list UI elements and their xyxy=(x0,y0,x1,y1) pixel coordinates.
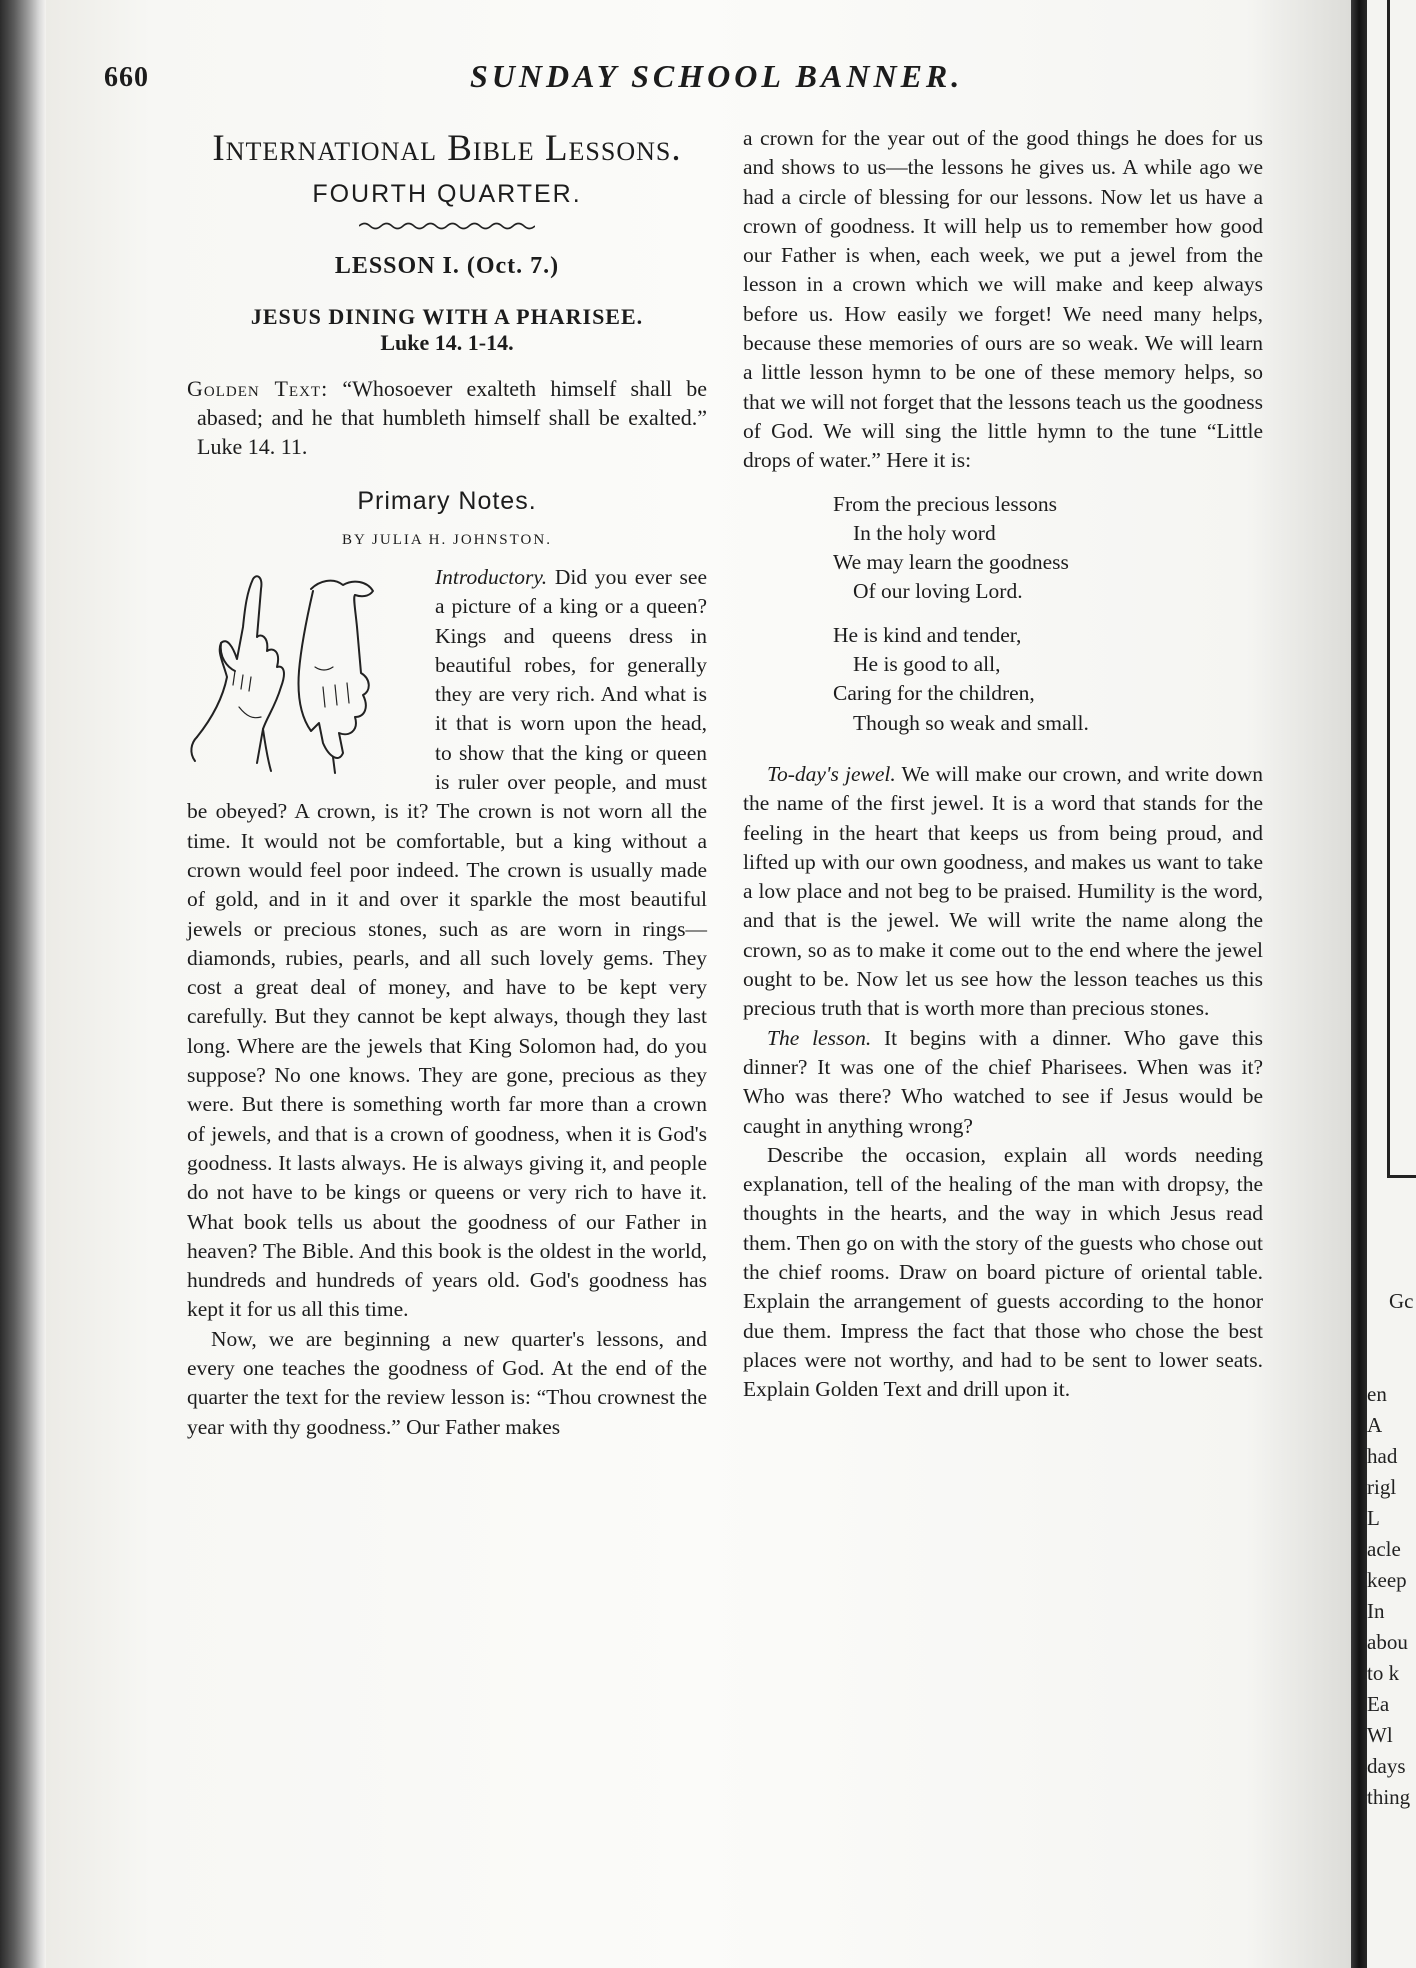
describe-paragraph: Describe the occasion, explain all words needing explanation, tell of the healing of the man with dropsy, the thoughts in the hearts, and the way in which Jesus read them. Then go on with the story of the guests who chose out the chief rooms. Draw on board picture of oriental table. Explain the arrangement of guests according to the honor due them. Impress the fact that those who chose the best places were not worthy, and had to be sent to lower seats. Explain Golden Text and drill upon it. xyxy=(743,1142,1263,1402)
adjacent-page-fragment: to k xyxy=(1367,1661,1400,1685)
lesson-title: JESUS DINING WITH A PHARISEE. xyxy=(250,304,644,329)
adjacent-page-box xyxy=(1387,0,1416,1178)
lesson-reference: Luke 14. 1-14. xyxy=(380,330,514,355)
quarter-paragraph-continued: a crown for the year out of the good things he does for us and shows to us—the lessons he gives us. A while ago we had a circle of blessing for our lessons. Now let us have a crown of goodness. It will help us to remember how good our Father is when, each week, we put a jewel from the lesson in a crown which we will make and keep always before us. How easily we forget! We need many helps, because these memories of ours are so weak. We will learn a little lesson hymn to be one of these memory helps, so that we will not forget that the lessons teach us the goodness of God. We will sing the little hymn to the tune “Little drops of water.” Here it is: xyxy=(743,126,1263,473)
intro-label: Introductory. xyxy=(435,565,548,589)
lesson-number: LESSON I. (Oct. 7.) xyxy=(334,253,560,279)
intro-text: Did you ever see a picture of a king or a queen? Kings and queens dress in beautiful robes, for generally they are very rich. And what is it that is worn upon the head, to show that the king or queen is ruler over people, and must be obeyed? A crown, is it? The crown is not worn all the time. It would not be comfortable, but a king without a crown would feel poor indeed. The crown is usually made of gold, and in it and over it sparkle the most beautiful jewels or precious stones, such as are worn in rings—diamonds, rubies, pearls, and all such lovely gems. They cost a great deal of money, and have to be kept very carefully. But they cannot be kept always, though they last long. Where are the jewels that King Solomon had, do you suppose? No one knows. They are gone, precious as they were. But there is something worth far more than a crown of jewels, and that is a crown of goodness, when it is God's goodness. It lasts always. He is always giving it, and people do not have to be kings or queens or very rich to have it. What book tells us about the goodness of our Father in heaven? The Bible. And this book is the oldest in the world, hundreds and hundreds of years old. God's goodness has kept it for us all this time. xyxy=(187,565,707,1322)
adjacent-page-fragment xyxy=(1367,1348,1416,1379)
page-gutter xyxy=(1351,0,1367,1968)
adjacent-page-fragment xyxy=(1367,1317,1416,1348)
lesson-paragraph xyxy=(743,1024,1263,1141)
right-column xyxy=(743,124,1263,1404)
lesson-text: It begins with a dinner. Who gave this dinner? It was one of the chief Pharisees. When was it? Who was there? Who watched to see if Jesus would be caught in anything wrong? xyxy=(743,1025,1264,1138)
adjacent-page-fragment: thing xyxy=(1367,1785,1411,1809)
adjacent-page-fragment: Ea xyxy=(1367,1692,1390,1716)
hymn-line: He is good to all, xyxy=(853,652,1001,677)
stanza-gap xyxy=(833,607,1263,621)
running-head: SUNDAY SCHOOL BANNER. xyxy=(470,58,964,94)
adjacent-page-fragment: In xyxy=(1367,1599,1385,1623)
adjacent-page-fragment: days xyxy=(1367,1754,1406,1778)
lesson-label: The lesson. xyxy=(767,1025,872,1050)
section-title: International Bible Lessons. xyxy=(212,128,682,169)
adjacent-page-fragment: abou xyxy=(1367,1630,1408,1654)
hymn-line: We may learn the goodness xyxy=(833,550,1069,575)
hymn-line: Of our loving Lord. xyxy=(853,579,1023,604)
quarter-paragraph: Now, we are beginning a new quarter's lessons, and every one teaches the goodness of God. At the end of the quarter the text for the review lesson is: “Thou crownest the year with thy goodness.” Our Father makes xyxy=(187,1326,707,1439)
adjacent-page-fragment: L xyxy=(1367,1506,1380,1530)
adjacent-page-fragment: Gc xyxy=(1389,1289,1414,1313)
intro-block xyxy=(187,563,707,1325)
hymn-line: From the precious lessons xyxy=(833,491,1057,516)
lesson-hymn xyxy=(833,490,1263,738)
book-binding-edge xyxy=(0,0,46,1968)
adjacent-page-text xyxy=(1367,1286,1416,1813)
golden-text-body: “Whosoever exalteth himself shall be abased; and he that humbleth himself shall be exalted.” Luke 14. 11. xyxy=(197,376,707,459)
adjacent-page-fragment: A xyxy=(1367,1413,1383,1437)
notes-title: Primary Notes. xyxy=(357,487,537,515)
hymn-line: Though so weak and small. xyxy=(853,710,1089,735)
golden-text xyxy=(187,374,707,461)
byline: BY JULIA H. JOHNSTON. xyxy=(342,532,552,548)
adjacent-page-fragment: acle xyxy=(1367,1537,1401,1561)
adjacent-page-edge xyxy=(1367,0,1416,1968)
adjacent-page-fragment: keep xyxy=(1367,1568,1407,1592)
quarter-title: FOURTH QUARTER. xyxy=(312,180,582,208)
golden-text-label: Golden Text: xyxy=(187,376,329,401)
jewel-paragraph xyxy=(743,760,1263,1024)
adjacent-page-fragment: Wl xyxy=(1367,1723,1393,1747)
adjacent-page-fragment: rigl xyxy=(1367,1475,1397,1499)
hymn-line: He is kind and tender, xyxy=(833,622,1022,647)
left-column xyxy=(187,120,707,1442)
jewel-label: To-day's jewel. xyxy=(767,761,896,786)
adjacent-page-fragment: en xyxy=(1367,1382,1387,1406)
adjacent-page-fragment: had xyxy=(1367,1444,1398,1468)
page-number: 660 xyxy=(104,62,149,93)
jewel-text: We will make our crown, and write down the name of the first jewel. It is a word that stands for the feeling in the heart that keeps us from being proud, and lifted up with our own goodness, and makes us want to take a low place and not beg to be praised. Humility is the word, and that is the jewel. We will write the name along the crown, so as to make it come out to the end where the jewel ought to be. Now let us see how the lesson teaches us this precious truth that is worth more than precious stones. xyxy=(743,761,1263,1021)
pointing-hands-illustration xyxy=(183,567,423,785)
hymn-line: In the holy word xyxy=(853,520,996,545)
hymn-line: Caring for the children, xyxy=(833,681,1035,706)
wavy-rule-ornament xyxy=(359,221,535,231)
